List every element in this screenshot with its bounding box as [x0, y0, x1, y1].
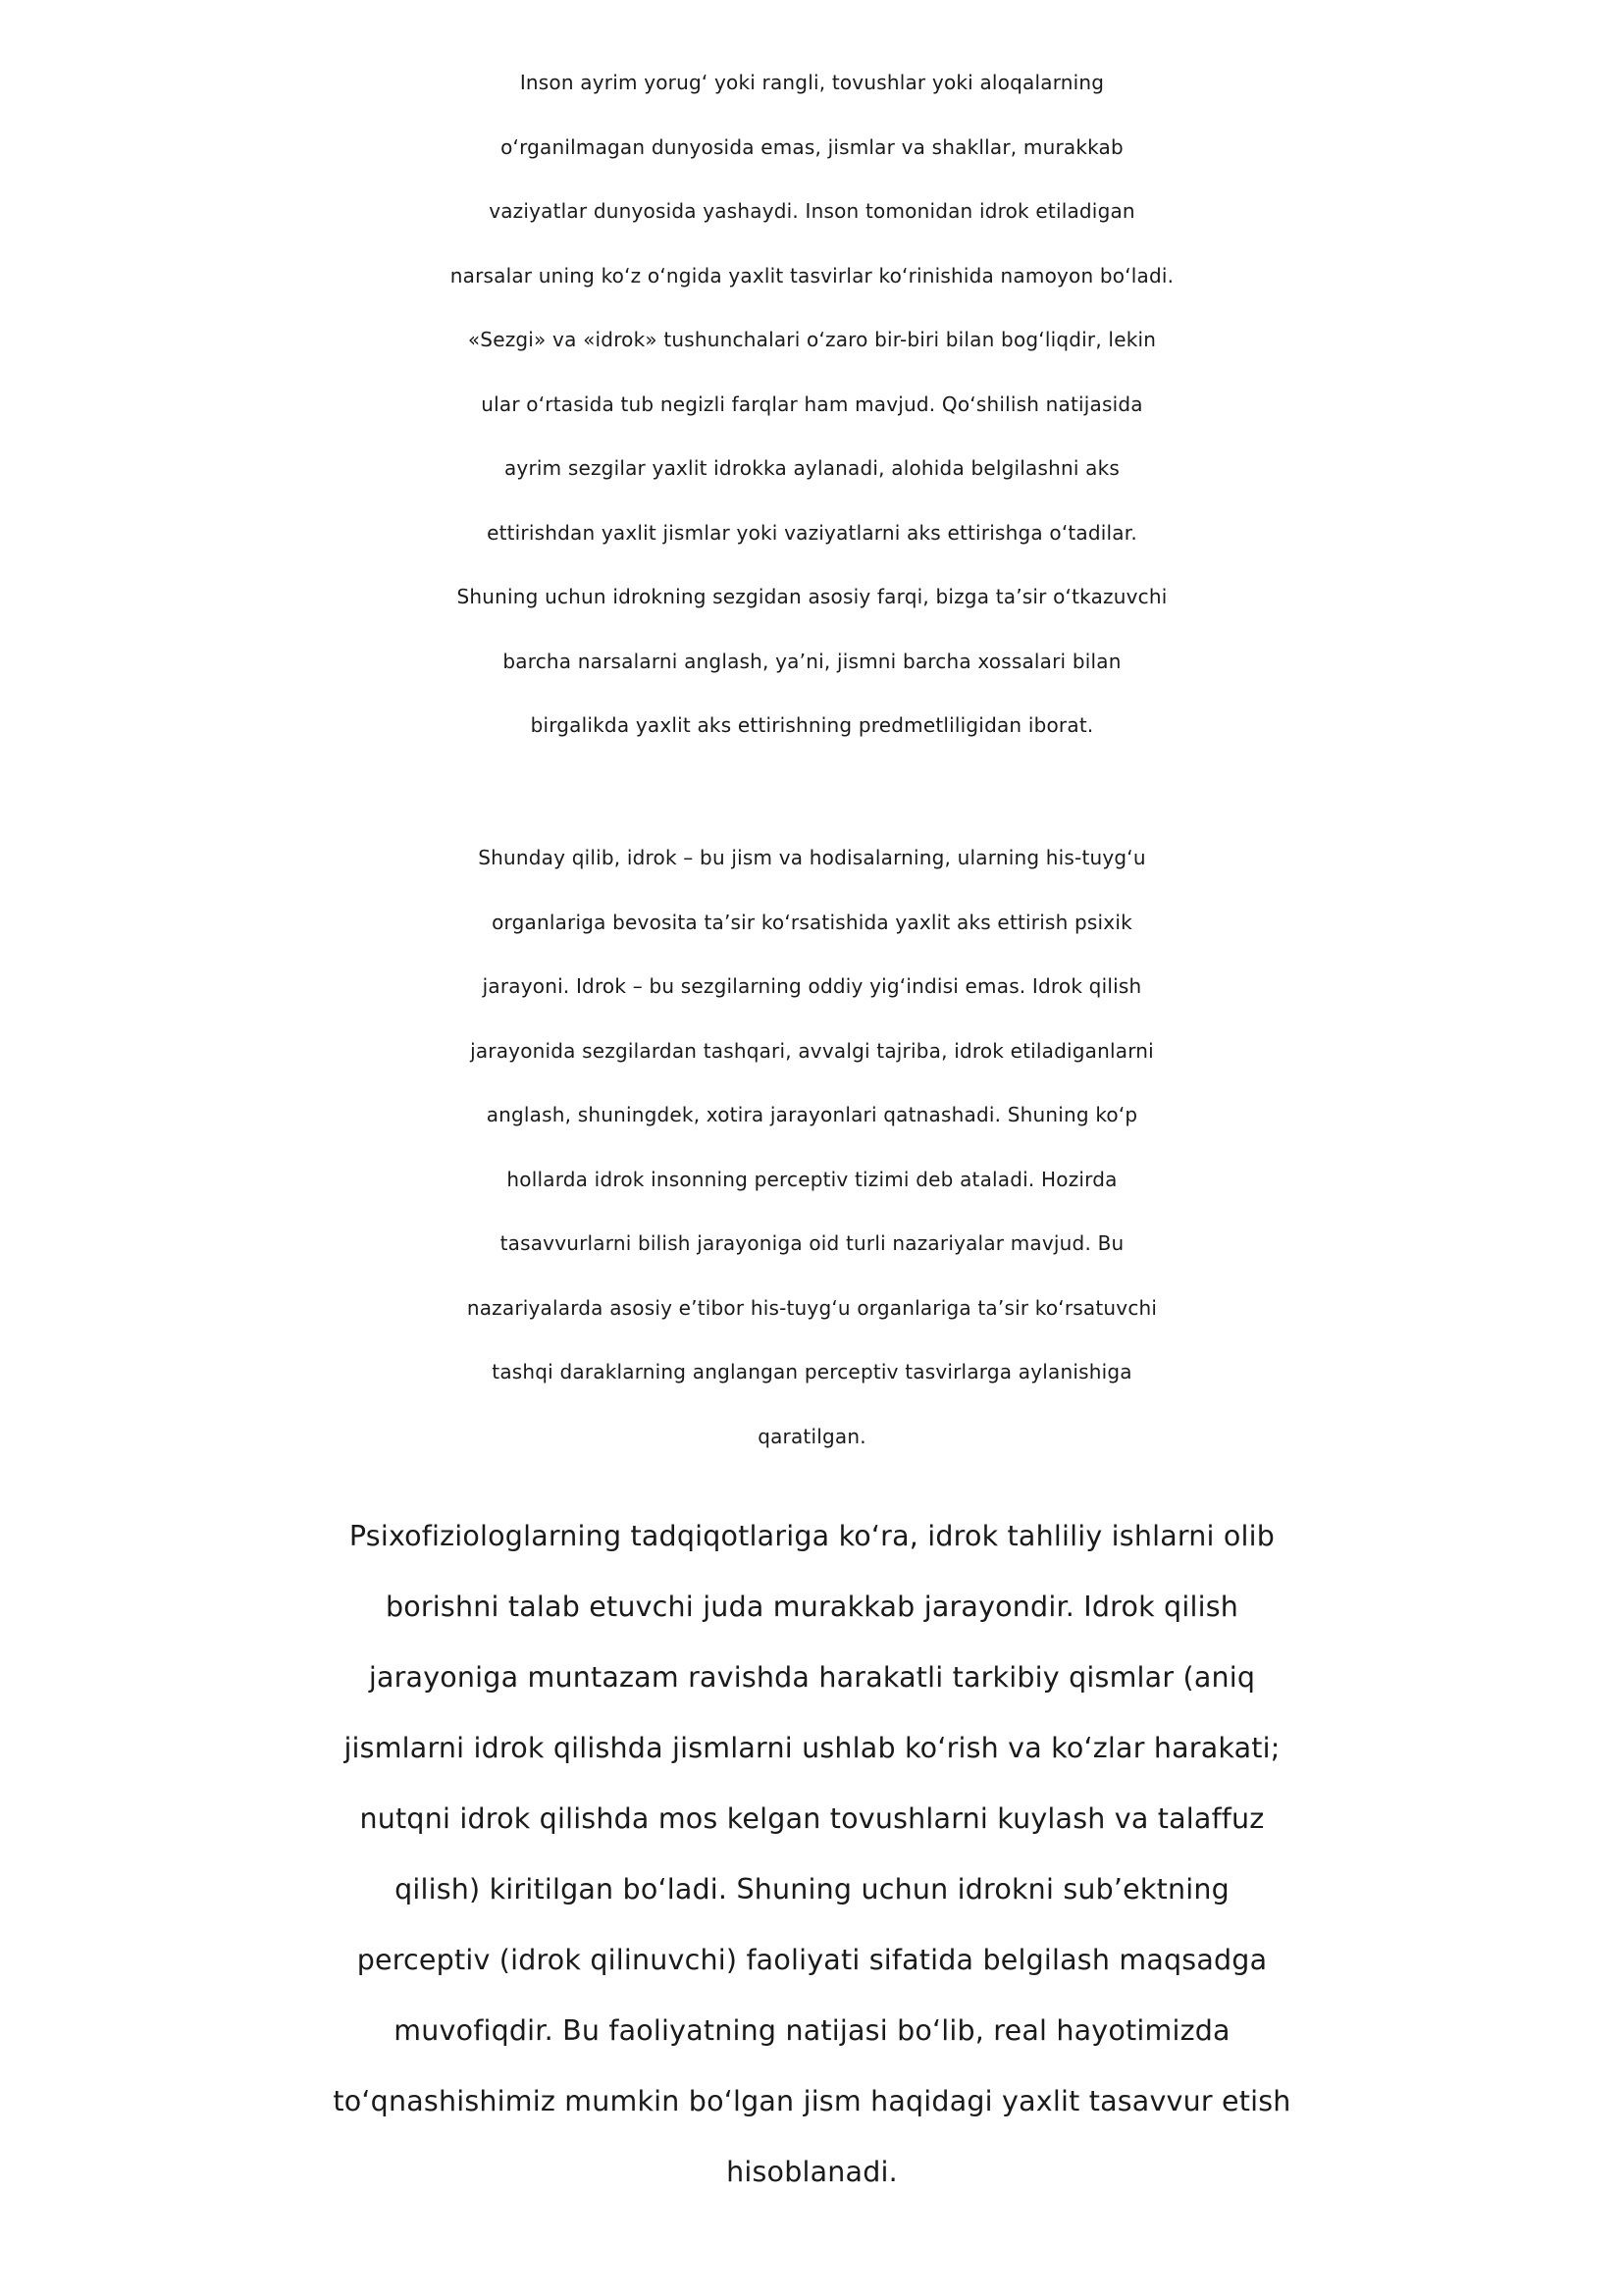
paragraph-line: nutqni idrok qilishda mos kelgan tovushlarni kuylash va talaffuz [359, 1802, 1265, 1835]
paragraph-line: borishni talab etuvchi juda murakkab jarayondir. Idrok qilish [385, 1591, 1239, 1623]
paragraph-line: nazariyalarda asosiy e’tibor his-tuyg‘u organlariga ta’sir ko‘rsatuvchi [466, 1295, 1158, 1320]
paragraph-line: «Sezgi» va «idrok» tushunchalari o‘zaro bir-biri bilan bog‘liqdir, lekin [467, 328, 1157, 351]
paragraph-line: muvofiqdir. Bu faoliyatning natijasi bo‘lib, real hayotimizda [393, 2014, 1231, 2047]
paragraph-line: hisoblanadi. [726, 2156, 898, 2188]
paragraph-line: jarayoniga muntazam ravishda harakatli tarkibiy qismlar (aniq [368, 1661, 1256, 1694]
paragraph-line: hollarda idrok insonning perceptiv tizimi deb ataladi. Hozirda [506, 1167, 1118, 1191]
paragraph-line: jismlarni idrok qilishda jismlarni ushlab ko‘rish va ko‘zlar harakati; [343, 1732, 1281, 1764]
paragraph-line: barcha narsalarni anglash, ya’ni, jismni barcha xossalari bilan [502, 649, 1122, 673]
paragraph-line: tashqi daraklarning anglangan perceptiv tasvirlarga aylanishiga [492, 1360, 1132, 1383]
paragraph-3 [0, 1501, 1624, 2208]
paragraph-line: narsalar uning ko‘z o‘ngida yaxlit tasvirlar ko‘rinishida namoyon bo‘ladi. [449, 263, 1175, 287]
paragraph-line: ular o‘rtasida tub negizli farqlar ham mavjud. Qo‘shilish natijasida [481, 391, 1143, 416]
paragraph-line: tasavvurlarni bilish jarayoniga oid turli nazariyalar mavjud. Bu [499, 1231, 1125, 1255]
paragraph-line: birgalikda yaxlit aks ettirishning predmetliligidan iborat. [530, 713, 1094, 737]
paragraph-1 [0, 51, 1624, 758]
paragraph-line: anglash, shuningdek, xotira jarayonlari qatnashadi. Shuning ko‘p [486, 1103, 1138, 1126]
paragraph-line: perceptiv (idrok qilinuvchi) faoliyati sifatida belgilash maqsadga [356, 1944, 1268, 1976]
paragraph-line: o‘rganilmagan dunyosida emas, jismlar va shakllar, murakkab [500, 134, 1124, 159]
paragraph-line: ayrim sezgilar yaxlit idrokka aylanadi, alohida belgilashni aks [503, 456, 1121, 480]
paragraph-line: Psixofiziologlarning tadqiqotlariga ko‘ra, idrok tahliliy ishlarni olib [348, 1520, 1276, 1552]
paragraph-line: jarayonida sezgilardan tashqari, avvalgi tajriba, idrok etiladiganlarni [470, 1038, 1154, 1063]
paragraph-line: ettirishdan yaxlit jismlar yoki vaziyatlarni aks ettirishga o‘tadilar. [487, 520, 1137, 545]
paragraph-line: organlariga bevosita ta’sir ko‘rsatishida yaxlit aks ettirish psixik [492, 910, 1132, 934]
paragraph-line: Shunday qilib, idrok – bu jism va hodisalarning, ularning his-tuyg‘u [478, 846, 1146, 869]
paragraph-line: jarayoni. Idrok – bu sezgilarning oddiy yig‘indisi emas. Idrok qilish [482, 974, 1142, 998]
paragraph-2 [0, 826, 1624, 1469]
paragraph-line: Shuning uchun idrokning sezgidan asosiy farqi, bizga ta’sir o‘tkazuvchi [456, 585, 1168, 608]
paragraph-line: qaratilgan. [758, 1424, 866, 1448]
paragraph-line: Inson ayrim yorug‘ yoki rangli, tovushlar yoki aloqalarning [519, 71, 1105, 94]
paragraph-line: qilish) kiritilgan bo‘ladi. Shuning uchun idrokni sub’ektning [394, 1873, 1230, 1905]
paragraph-line: vaziyatlar dunyosida yashaydi. Inson tomonidan idrok etiladigan [489, 199, 1135, 223]
paragraph-line: to‘qnashishimiz mumkin bo‘lgan jism haqidagi yaxlit tasavvur etish [333, 2085, 1291, 2117]
